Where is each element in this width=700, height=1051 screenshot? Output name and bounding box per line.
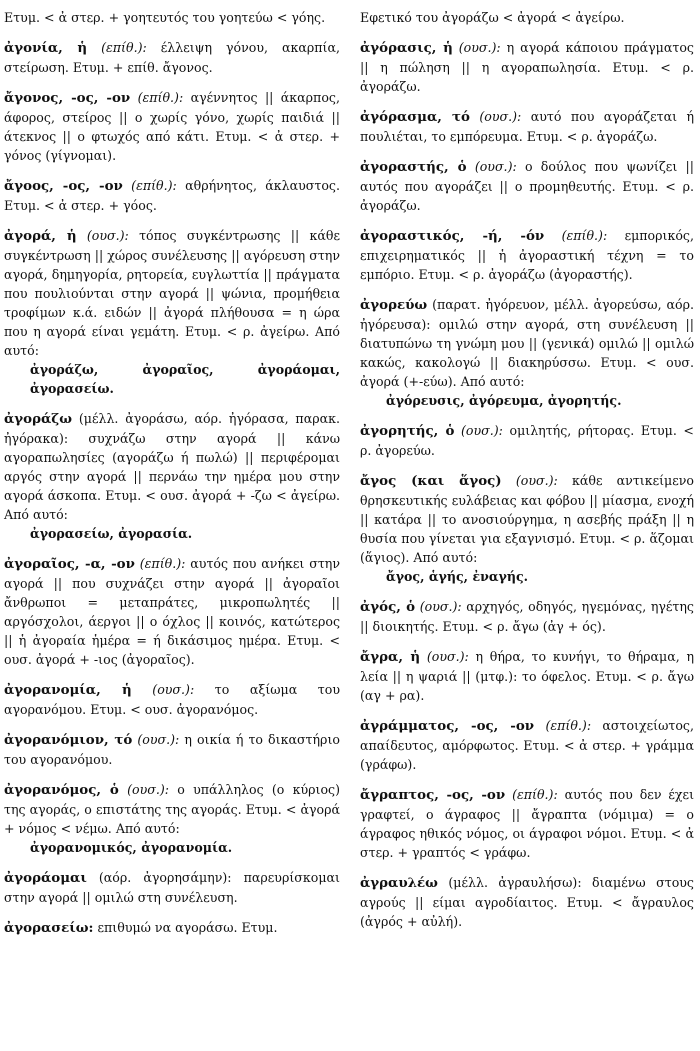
entry-agoranomion (4, 730, 340, 769)
headword: ἀγορανόμιον, τό (4, 732, 133, 748)
definition-text: εμπορικός, επιχειρηματικός || ἡ ἀγοραστική τέχνη = το εμπόριο. Ετυμ. < ρ. ἀγοράζω (ἀγοραστής). (360, 228, 694, 282)
entry-agorasma (360, 107, 694, 146)
entry-agorastikos (360, 226, 694, 284)
definition-text: κάθε αντικείμενο θρησκευτικής ευλάβειας και φόβου || μίασμα, ενοχή || κατάρα || το ανοσιούργημα, η ασεβής πράξη || η θυσία που γίνεται για εξαγνισμό. Ετυμ. < ρ. ἅζομαι (ἅγιος). Από αυτό: (360, 473, 694, 565)
entry-agoraios (4, 554, 340, 669)
definition-text: Εφετικό του ἀγοράζω < ἀγορά < ἀγείρω. (360, 10, 625, 25)
entry-agos (360, 471, 694, 586)
headword: ἄγοος, -ος, -ον (4, 178, 123, 194)
derived-words: ἀγοράζω, ἀγοραῖος, ἀγοράομαι, ἀγορασείω. (30, 362, 340, 396)
grammar-label: (επίθ.): (101, 40, 147, 55)
entry-agoos (4, 176, 340, 215)
definition-text: (παρατ. ἠγόρευον, μέλλ. ἀγορεύσω, αόρ. ἠγόρευσα): ομιλώ στην αγορά, στη συνέλευση || διατυπώνω τη γνώμη μου || (γενικά) ομιλώ || ομιλώ κακώς, κακολογώ || διακηρύσσω. Ετυμ. < ουσ. ἀγορά (+-εύω). Από αυτό: (360, 297, 694, 389)
grammar-label: (ουσ.): (458, 40, 501, 55)
headword: ἀγορητής, ὁ (360, 423, 455, 439)
grammar-label: (επίθ.): (137, 90, 184, 105)
entry-agos2 (360, 597, 694, 636)
definition-text: αγέννητος || άκαρπος, άφορος, στείρος || ο χωρίς γόνο, χωρίς παιδιά || άτεκνος || ο φτωχός από κάτι. Ετυμ. < ἀ στερ. + γόνος (γίγνομαι). (4, 90, 340, 163)
entry-cont-goiteuo (4, 8, 340, 27)
definition-text: αστοιχείωτος, απαίδευτος, αμόρφωτος. Ετυμ. < ἀ στερ. + γράμμα (γράφω). (360, 718, 694, 772)
headword: ἀγός, ὁ (360, 599, 416, 615)
headword: ἀγοραστής, ὁ (360, 159, 467, 175)
definition-text: τόπος συγκέντρωσης || κάθε συγκέντρωση || χώρος συνέλευσης || αγόρευση στην αγορά, δημηγορία, ρητορεία, ευγλωττία || πράγματα που πουλιούνται στην αγορά || ψώνια, προμήθεια τροφίμων κ.ά. ειδών || ἀγορά πλήθουσα = η ώρα που η αγορά είναι γεμάτη. Ετυμ. < ρ. ἀγείρω. Από αυτό: (4, 228, 340, 358)
entry-agrammatos (360, 716, 694, 774)
definition-text: Ετυμ. < ἀ στερ. + γοητευτός του γοητεύω < γόης. (4, 10, 326, 25)
grammar-label: (ουσ.): (137, 732, 180, 747)
definition-text: (μέλλ. ἀγοράσω, αόρ. ἠγόρασα, παρακ. ἠγόρακα): συχνάζω στην αγορά || κάνω αγοραπωλησίες (αγοράζω ή πωλώ) || περιφέρομαι αργός στην αγορά || περνάω την ημέρα μου στην αγορά άσκοπα. Ετυμ. < ουσ. ἀγορά + -ζω < ἀγείρω. Από αυτό: (4, 411, 340, 522)
headword: ἄγραπτος, -ος, -ον (360, 787, 506, 803)
grammar-label: (επίθ.): (512, 787, 558, 802)
entry-agraptos (360, 785, 694, 862)
grammar-label: (επίθ.): (561, 228, 608, 243)
definition-text: η οικία ή το δικαστήριο του αγορανόμου. (4, 732, 340, 767)
definition-text: αυτός που ανήκει στην αγορά || που συχνάζει στην αγορά || ἀγοραῖοι ἄνθρωποι = μεταπράτες, μικροπωλητές || αργόσχολοι, άεργοι || ο όχλος || κοινός, κατώτερος || ἡ ἀγοραία ἡμέρα = ή δικάσιμος ημέρα. Ετυμ. < ουσ. ἀγορά + -ιος (ἀγοραῖος). (4, 556, 340, 667)
definition-text: το αξίωμα του αγορανόμου. Ετυμ. < ουσ. ἀγορανόμος. (4, 682, 340, 717)
headword: ἀγοράζω (4, 411, 72, 427)
entry-agorasis (360, 38, 694, 96)
definition-text: ο υπάλληλος (ο κύριος) της αγοράς, ο επιστάτης της αγοράς. Ετυμ. < ἀγορά + νόμος < νέμω. Από αυτό: (4, 782, 340, 836)
entry-agoritis (360, 421, 694, 460)
derived-words: ἀγορανομικός, ἀγορανομία. (30, 840, 233, 855)
definition-text: επιθυμώ να αγοράσω. Ετυμ. (97, 920, 278, 935)
entry-agonia (4, 38, 340, 77)
definition-text: αρχηγός, οδηγός, ηγεμόνας, ηγέτης || διοικητής. Ετυμ. < ρ. ἄγω (ἀγ + ός). (360, 599, 694, 634)
grammar-label: (ουσ.): (515, 473, 558, 488)
headword: ἀγραυλέω (360, 875, 438, 891)
grammar-label: (επίθ.): (139, 556, 186, 571)
entry-agrauleo (360, 873, 694, 931)
grammar-label: (ουσ.): (152, 682, 195, 697)
entry-cont-agoraseio (360, 8, 694, 27)
derived-words: ἄγος, ἁγής, ἐναγής. (386, 569, 529, 584)
entry-agorazo (4, 409, 340, 543)
headword: ἄγονος, -ος, -ον (4, 90, 131, 106)
entry-agonos (4, 88, 340, 165)
right-column (360, 8, 694, 942)
headword: ἀγόρασμα, τό (360, 109, 470, 125)
entry-agoraseio (4, 918, 340, 938)
headword: ἀγοραῖος, -α, -ον (4, 556, 135, 572)
entry-agra (360, 647, 694, 705)
headword: ἀγονία, ἡ (4, 40, 88, 56)
entry-agoraomai (4, 868, 340, 907)
headword: ἀγορανομία, ἡ (4, 682, 132, 698)
definition-text: αυτό που αγοράζεται ή πουλιέται, το εμπόρευμα. Ετυμ. < ρ. ἀγοράζω. (360, 109, 695, 144)
entry-agoranomia (4, 680, 340, 719)
entry-agoreuo (360, 295, 694, 410)
definition-text: έλλειψη γόνου, ακαρπία, στείρωση. Ετυμ. + επίθ. ἄγονος. (4, 40, 340, 75)
definition-text: αθρήνητος, άκλαυστος. Ετυμ. < ἀ στερ. + γόος. (4, 178, 340, 213)
grammar-label: (ουσ.): (419, 599, 462, 614)
headword: ἀγορά, ἡ (4, 228, 77, 244)
headword: ἀγοραστικός, -ή, -όν (360, 228, 545, 244)
grammar-label: (επίθ.): (131, 178, 177, 193)
grammar-label: (ουσ.): (461, 423, 503, 438)
grammar-label: (ουσ.): (86, 228, 129, 243)
definition-text: η αγορά κάποιου πράγματος || η πώληση || η αγοραπωλησία. Ετυμ. < ρ. ἀγοράζω. (360, 40, 694, 94)
definition-text: ο δούλος που ψωνίζει || αυτός που αγοράζει || ο προμηθευτής. Ετυμ. < ρ. ἀγοράζω. (360, 159, 694, 213)
entry-agora (4, 226, 340, 398)
headword: ἀγοράομαι (4, 870, 87, 886)
headword: ἀγράμματος, -ος, -ον (360, 718, 535, 734)
definition-text: αυτός που δεν έχει γραφτεί, ο άγραφος || ἄγραπτα (νόμιμα) = ο άγραφος ηθικός νόμος, οι άγραφοι νόμοι. Ετυμ. < ἀ στερ. + γραπτός < γράφω. (360, 787, 695, 860)
definition-text: (αόρ. ἀγορησάμην): παρευρίσκομαι στην αγορά || ομιλώ στη συνέλευση. (4, 870, 340, 905)
definition-text: η θήρα, το κυνήγι, το θήραμα, η λεία || η ψαριά || (μτφ.): το όφελος. Ετυμ. < ρ. ἄγω (αγ + ρα). (360, 649, 695, 703)
headword: ἀγόρασις, ἡ (360, 40, 453, 56)
grammar-label: (ουσ.): (426, 649, 469, 664)
grammar-label: (επίθ.): (545, 718, 592, 733)
entry-agorastis (360, 157, 694, 215)
headword: ἀγορανόμος, ὁ (4, 782, 119, 798)
headword: ἄγος (και ἅγος) (360, 473, 502, 489)
derived-words: ἀγορασείω, ἀγορασία. (30, 526, 193, 541)
headword: ἄγρα, ἡ (360, 649, 421, 665)
grammar-label: (ουσ.): (127, 782, 170, 797)
grammar-label: (ουσ.): (474, 159, 517, 174)
entry-agoranomos (4, 780, 340, 857)
left-column (4, 8, 340, 949)
definition-text: (μέλλ. ἀγραυλήσω): διαμένω στους αγρούς || είμαι αγροδίαιτος. Ετυμ. < ἄγραυλος (ἀγρός + αὐλή). (360, 875, 694, 929)
derived-words: ἀγόρευσις, ἀγόρευμα, ἀγορητής. (386, 393, 622, 408)
definition-text: ομιλητής, ρήτορας. Ετυμ. < ρ. ἀγορεύω. (360, 423, 694, 458)
headword: ἀγορασείω: (4, 920, 94, 936)
grammar-label: (ουσ.): (479, 109, 522, 124)
headword: ἀγορεύω (360, 297, 428, 313)
